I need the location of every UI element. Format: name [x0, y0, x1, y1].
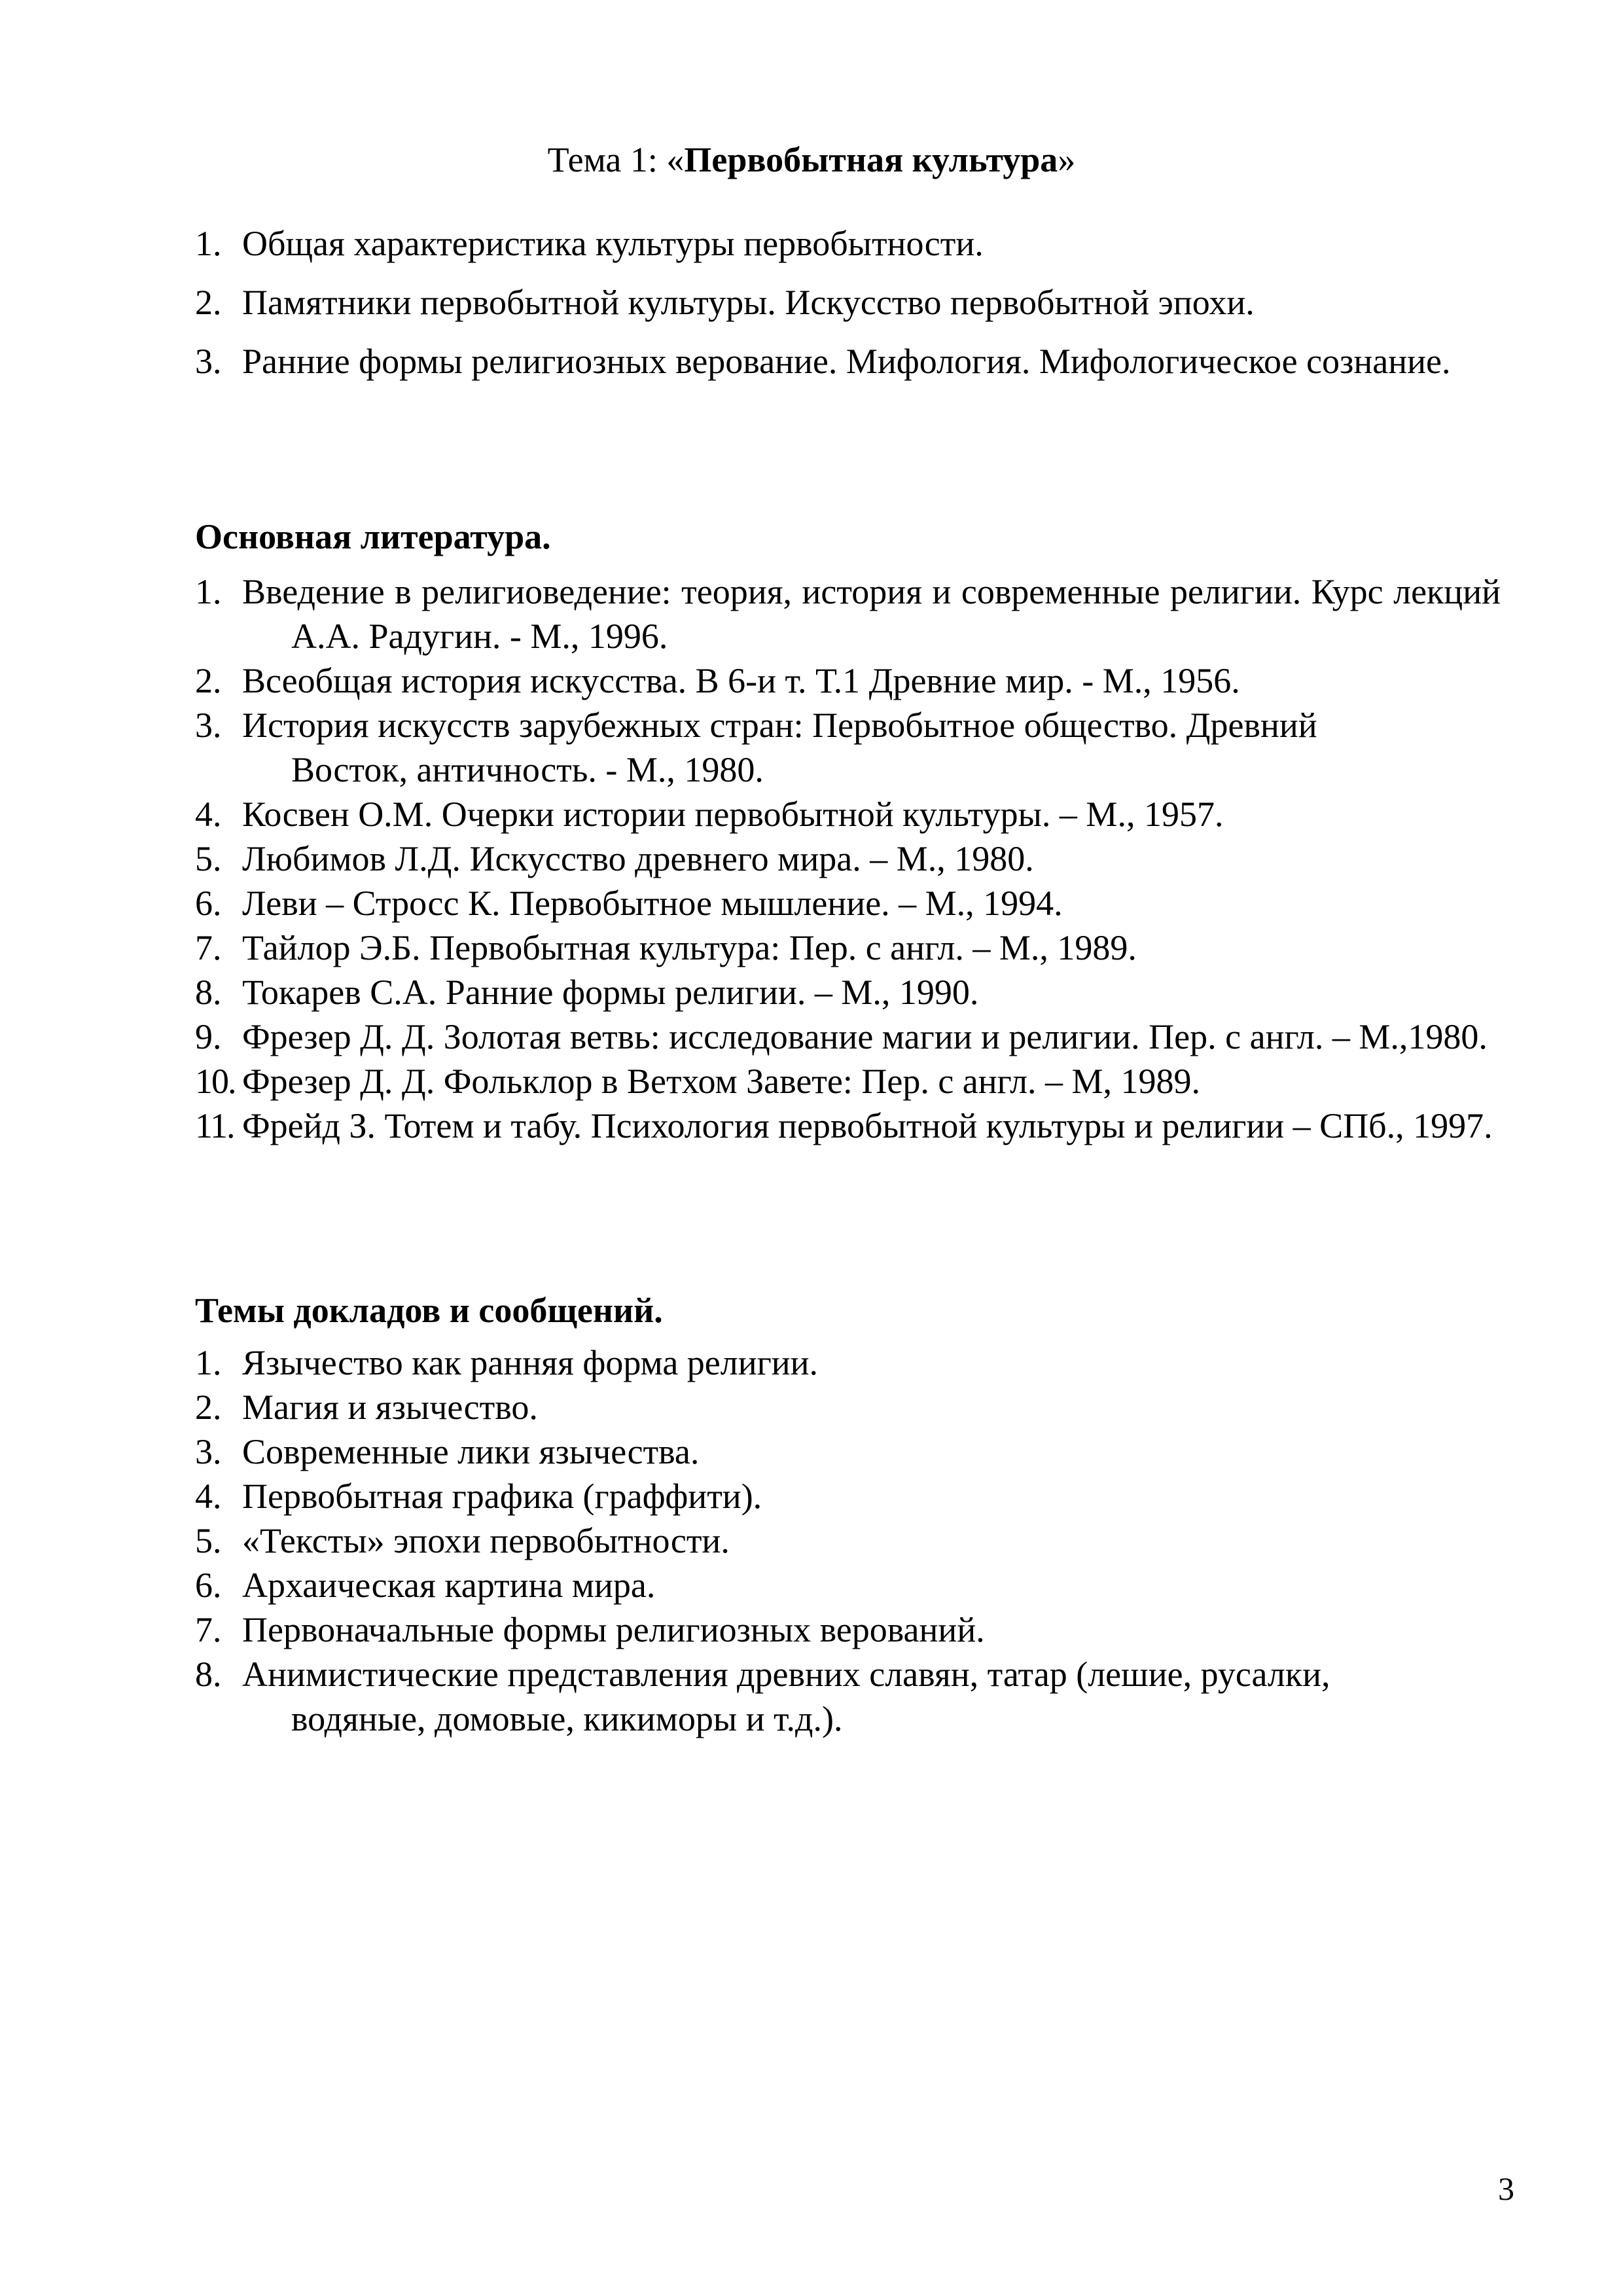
item-number: 4. — [195, 795, 222, 834]
item-number: 11. — [195, 1106, 234, 1145]
topic-item — [195, 1385, 1501, 1429]
topic-item — [195, 1563, 1501, 1607]
item-number: 7. — [195, 1610, 222, 1649]
item-number: 8. — [195, 973, 222, 1012]
literature-item — [195, 569, 1501, 658]
item-number: 6. — [195, 884, 222, 923]
topic-title-bold: Первобытная культура — [684, 140, 1058, 179]
item-number: 7. — [195, 928, 222, 967]
topic-item — [195, 1607, 1501, 1652]
item-text: Памятники первобытной культуры. Искусство первобытной эпохи. — [242, 283, 1255, 322]
item-text: Токарев С.А. Ранние формы религии. – М., 1990. — [242, 973, 979, 1012]
plan-item — [195, 221, 1501, 266]
topics-list — [195, 1340, 1501, 1741]
item-number: 3. — [195, 1432, 222, 1471]
literature-heading: Основная литература. — [195, 517, 551, 556]
topics-heading: Темы докладов и сообщений. — [195, 1291, 663, 1330]
item-text: Всеобщая история искусства. В 6-и т. Т.1 Древние мир. - М., 1956. — [242, 661, 1240, 700]
literature-item — [195, 970, 1501, 1014]
item-number: 2. — [195, 1388, 222, 1427]
topic-item — [195, 1429, 1501, 1474]
topic-item — [195, 1518, 1501, 1563]
item-text: Современные лики язычества. — [242, 1432, 700, 1471]
item-number: 3. — [195, 342, 222, 381]
literature-item — [195, 1059, 1501, 1103]
item-text: Магия и язычество. — [242, 1388, 538, 1427]
item-text: Первобытная графика (граффити). — [242, 1477, 762, 1516]
item-number: 5. — [195, 1521, 222, 1560]
item-text: Первоначальные формы религиозных верований. — [242, 1610, 985, 1649]
item-text: Введение в религиоведение: теория, история и современные религии. Курс лекций А.А. Радугин. - М., 1996. — [242, 572, 1501, 656]
topic-item — [195, 1474, 1501, 1518]
plan-item — [195, 280, 1501, 325]
item-text: Леви – Стросс К. Первобытное мышление. – М., 1994. — [242, 884, 1063, 923]
topic-item — [195, 1652, 1501, 1741]
literature-item — [195, 881, 1501, 925]
item-text: Любимов Л.Д. Искусство древнего мира. – М., 1980. — [242, 839, 1034, 878]
literature-item — [195, 792, 1501, 836]
item-number: 5. — [195, 839, 222, 878]
item-text: Фрезер Д. Д. Фольклор в Ветхом Завете: Пер. с англ. – М, 1989. — [242, 1062, 1201, 1101]
item-number: 10. — [195, 1062, 236, 1101]
literature-item — [195, 836, 1501, 881]
topic-item — [195, 1340, 1501, 1385]
item-number: 1. — [195, 572, 222, 611]
literature-item — [195, 703, 1501, 792]
literature-item — [195, 658, 1501, 703]
item-text: Общая характеристика культуры первобытности. — [242, 224, 984, 263]
item-number: 2. — [195, 661, 222, 700]
item-number: 1. — [195, 1343, 222, 1382]
literature-item — [195, 925, 1501, 970]
item-text: История искусств зарубежных стран: Первобытное общество. Древний Восток, античность. - М., 1980. — [242, 706, 1317, 789]
item-text: Анимистические представления древних славян, татар (лешие, русалки, водяные, домовые, кикиморы и т.д.). — [242, 1655, 1330, 1738]
literature-item — [195, 1014, 1501, 1059]
item-number: 8. — [195, 1655, 222, 1694]
item-number: 6. — [195, 1566, 222, 1605]
item-text: Архаическая картина мира. — [242, 1566, 656, 1605]
item-text: Фрейд З. Тотем и табу. Психология первобытной культуры и религии – СПб., 1997. — [242, 1106, 1493, 1145]
item-number: 1. — [195, 224, 222, 263]
item-number: 9. — [195, 1017, 222, 1056]
item-text: Ранние формы религиозных верование. Мифология. Мифологическое сознание. — [242, 342, 1451, 381]
item-text: «Тексты» эпохи первобытности. — [242, 1521, 730, 1560]
page-number: 3 — [1498, 2170, 1514, 2207]
item-text: Косвен О.М. Очерки истории первобытной культуры. – М., 1957. — [242, 795, 1224, 834]
topic-title-prefix: Тема 1: « — [547, 140, 685, 179]
item-number: 4. — [195, 1477, 222, 1516]
item-text: Тайлор Э.Б. Первобытная культура: Пер. с англ. – М., 1989. — [242, 928, 1137, 967]
plan-item — [195, 339, 1501, 384]
item-number: 3. — [195, 706, 222, 745]
topic-title — [0, 137, 1623, 182]
item-text: Язычество как ранняя форма религии. — [242, 1343, 819, 1382]
plan-list — [195, 221, 1501, 398]
literature-item — [195, 1103, 1501, 1148]
item-number: 2. — [195, 283, 222, 322]
topic-title-suffix: » — [1058, 140, 1076, 179]
literature-list — [195, 569, 1501, 1148]
item-text: Фрезер Д. Д. Золотая ветвь: исследование магии и религии. Пер. с англ. – М.,1980. — [242, 1017, 1488, 1056]
